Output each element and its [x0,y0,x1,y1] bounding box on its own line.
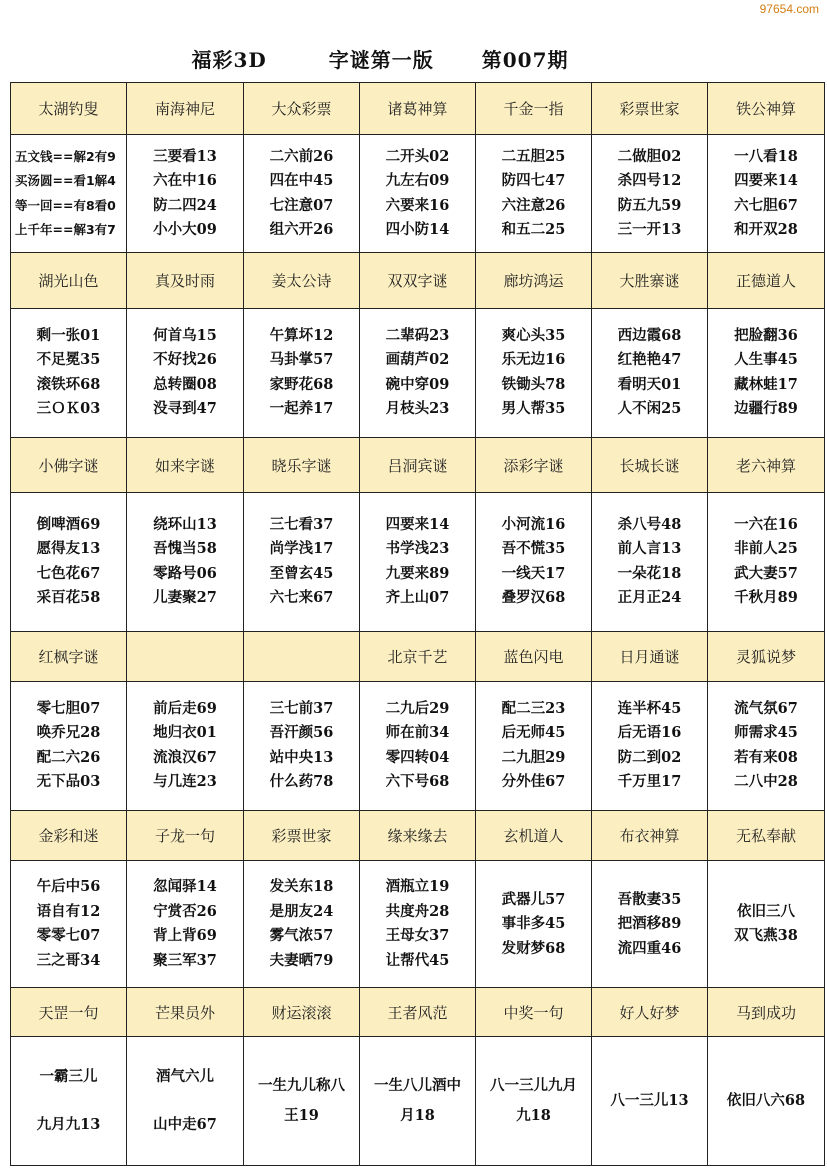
riddle-cell [244,681,360,810]
riddle-line: 连半杯45 [617,699,682,717]
riddle-line: 师需求45 [734,724,798,742]
riddle-line: 站中央13 [269,748,334,766]
riddle-line: 一起养17 [269,400,334,418]
riddle-line: 一六在16 [734,515,798,533]
riddle-row [11,135,825,253]
riddle-line: 二九后29 [385,699,450,717]
riddle-line: 六要来16 [385,196,450,214]
riddle-line: 二五胆25 [501,147,566,165]
riddle-line: 唤乔兄28 [36,724,101,742]
riddle-line: 九18 [516,1106,551,1124]
riddle-cell [244,861,360,988]
riddle-line: 什么药78 [269,773,334,791]
riddle-cell [244,308,360,437]
riddle-line: 西边霞68 [617,326,682,344]
riddle-line: 没寻到47 [153,400,217,418]
riddle-cell [360,135,476,253]
riddle-line: 午算坏12 [269,326,334,344]
riddle-cell [127,308,244,437]
riddle-line: 千秋月89 [734,589,798,607]
riddle-line: 滚铁环68 [36,375,101,393]
riddle-line: 七色花67 [36,564,101,582]
riddle-cell [360,681,476,810]
column-header: 无私奉献 [708,810,825,860]
riddle-line: 和开双28 [734,221,798,239]
riddle-line: 依旧三八 [737,902,795,920]
column-header: 红枫字谜 [11,631,127,681]
column-header: 添彩字谜 [476,437,592,492]
riddle-line: 九月九13 [36,1115,101,1133]
riddle-cell [708,493,825,631]
riddle-line: 事非多45 [501,915,566,933]
riddle-line: 上千年==解3有7 [15,222,116,238]
riddle-cell [476,1036,592,1165]
riddle-line: 碗中穿09 [385,375,450,393]
riddle-row [11,493,825,631]
riddle-line: 书学浅23 [385,540,450,558]
riddle-line: 防二到02 [617,748,682,766]
riddle-cell [244,1036,360,1165]
title-issue: 第007期 [481,48,569,72]
column-header: 南海神尼 [127,83,244,135]
riddle-cell [127,493,244,631]
riddle-line: 酒瓶立19 [385,878,450,896]
header-row [11,437,825,492]
column-header: 灵狐说梦 [708,631,825,681]
riddle-line: 六在中16 [153,172,217,190]
riddle-cell [244,493,360,631]
riddle-line: 一生九儿称八 [258,1076,345,1094]
riddle-row [11,1036,825,1165]
riddle-cell [360,308,476,437]
riddle-line: 六下号68 [385,773,450,791]
riddle-line: 马卦掌57 [269,351,334,369]
riddle-line: 配二六26 [36,748,101,766]
riddle-line: 一线天17 [501,564,566,582]
riddle-line: 流浪汉67 [153,748,217,766]
riddle-line: 流四重46 [617,939,682,957]
riddle-line: 叠罗汉68 [501,589,566,607]
riddle-cell [360,493,476,631]
riddle-cell [592,493,708,631]
riddle-line: 八一三儿九月 [490,1076,577,1094]
riddle-line: 小河流16 [501,515,566,533]
riddle-line: 零七胆07 [36,699,101,717]
column-header: 诸葛神算 [360,83,476,135]
riddle-line: 儿妻聚27 [153,589,217,607]
column-header: 玄机道人 [476,810,592,860]
column-header: 大胜寨谜 [592,253,708,308]
riddle-cell [127,1036,244,1165]
riddle-line: 王母女37 [385,927,450,945]
riddle-line: 若有来08 [734,748,798,766]
riddle-line: 夫妻晒79 [269,951,334,969]
riddle-cell [360,861,476,988]
riddle-table [10,82,825,1166]
riddle-line: 午后中56 [36,878,101,896]
riddle-line: 三要看13 [153,147,217,165]
riddle-cell [476,493,592,631]
riddle-line: 买汤圆==看1解4 [15,173,116,189]
riddle-line: 五文钱==解2有9 [15,148,116,164]
column-header: 布衣神算 [592,810,708,860]
riddle-line: 边疆行89 [734,400,798,418]
riddle-cell [360,1036,476,1165]
riddle-line: 把脸翻36 [734,326,798,344]
riddle-line: 杀八号48 [617,515,682,533]
riddle-line: 分外佳67 [501,773,566,791]
column-header: 铁公神算 [708,83,825,135]
column-header: 千金一指 [476,83,592,135]
column-header: 正德道人 [708,253,825,308]
riddle-line: 三七看37 [269,515,334,533]
riddle-line: 二开头02 [385,147,450,165]
column-header: 双双字谜 [360,253,476,308]
riddle-line: 三七前37 [269,699,334,717]
riddle-line: 王19 [284,1106,319,1124]
riddle-line: 一八看18 [734,147,798,165]
riddle-line: 齐上山07 [385,589,450,607]
column-header: 好人好梦 [592,988,708,1036]
riddle-line: 吾不慌35 [501,540,566,558]
riddle-line: 一霸三儿 [39,1067,98,1085]
riddle-cell [127,135,244,253]
riddle-line: 家野花68 [269,375,334,393]
riddle-line: 一生八儿酒中 [374,1076,461,1094]
title-brand: 福彩3D [191,48,267,72]
riddle-cell [592,861,708,988]
riddle-row [11,861,825,988]
riddle-line: 愿得友13 [36,540,101,558]
riddle-line: 二辈码23 [385,326,450,344]
header-row [11,253,825,308]
riddle-line: 不足冕35 [36,351,101,369]
riddle-line: 非前人25 [734,540,798,558]
riddle-cell [708,308,825,437]
column-header: 吕洞宾谜 [360,437,476,492]
riddle-line: 二九胆29 [501,748,566,766]
riddle-line: 看明天01 [617,375,682,393]
riddle-line: 七注意07 [269,196,334,214]
riddle-line: 等一回==有8看0 [15,197,116,213]
riddle-line: 九左右09 [385,172,450,190]
column-header: 子龙一句 [127,810,244,860]
riddle-line: 何首乌15 [153,326,217,344]
riddle-line: 绕环山13 [153,515,217,533]
riddle-line: 前后走69 [153,699,217,717]
riddle-line: 防二四24 [153,196,217,214]
column-header: 晓乐字谜 [244,437,360,492]
riddle-line: 零四转04 [385,748,450,766]
riddle-line: 后无语16 [617,724,682,742]
riddle-line: 发关东18 [269,878,334,896]
title-version: 字谜第一版 [328,48,434,72]
riddle-line: 倒啤酒69 [36,515,101,533]
header-row [11,988,825,1036]
riddle-line: 至曾玄45 [269,564,334,582]
column-header: 天罡一句 [11,988,127,1036]
riddle-line: 语自有12 [36,902,101,920]
riddle-line: 六注意26 [501,196,566,214]
riddle-line: 画葫芦02 [385,351,450,369]
column-header [244,631,360,681]
riddle-line: 发财梦68 [501,939,566,957]
page-title [0,44,760,73]
riddle-line: 零零七07 [36,927,101,945]
column-header: 日月通谜 [592,631,708,681]
riddle-line: 依旧八六68 [726,1091,806,1109]
riddle-line: 八一三儿13 [610,1091,689,1109]
riddle-line: 组六开26 [269,221,334,239]
riddle-cell [127,861,244,988]
riddle-line: 人生事45 [734,351,798,369]
riddle-line: 杀四号12 [617,172,682,190]
riddle-line: 把酒移89 [617,915,682,933]
riddle-line: 和五二25 [501,221,566,239]
riddle-line: 乐无边16 [501,351,566,369]
riddle-line: 前人言13 [617,540,682,558]
riddle-line: 四在中45 [269,172,334,190]
riddle-line: 双飞燕38 [734,927,798,945]
riddle-line: 六七来67 [269,589,334,607]
column-header: 财运滚滚 [244,988,360,1036]
riddle-cell [592,135,708,253]
riddle-line: 正月正24 [617,589,682,607]
column-header: 蓝色闪电 [476,631,592,681]
riddle-cell [708,861,825,988]
riddle-cell [708,1036,825,1165]
riddle-line: 四小防14 [385,221,450,239]
riddle-line: 共度舟28 [385,902,450,920]
riddle-line: 四要来14 [385,515,450,533]
riddle-line: 九要来89 [385,564,450,582]
riddle-line: 武器儿57 [501,890,566,908]
column-header: 老六神算 [708,437,825,492]
riddle-line: 藏林蛙17 [734,375,798,393]
riddle-line: 防四七47 [501,172,566,190]
riddle-cell [476,681,592,810]
riddle-line: 零路号06 [153,564,217,582]
site-watermark: 97654.com [759,2,819,16]
riddle-cell [11,861,127,988]
column-header [127,631,244,681]
riddle-cell [476,135,592,253]
riddle-line: 后无师45 [501,724,566,742]
column-header: 缘来缘去 [360,810,476,860]
riddle-line: 三之哥34 [36,951,101,969]
header-row [11,631,825,681]
riddle-line: 吾愧当58 [153,540,217,558]
riddle-cell [708,135,825,253]
riddle-line: 地归衣01 [153,724,217,742]
riddle-line: 六七胆67 [734,196,798,214]
column-header: 马到成功 [708,988,825,1036]
riddle-line: 四要来14 [734,172,798,190]
riddle-line: 防五九59 [617,196,682,214]
riddle-line: 小小大09 [153,221,217,239]
riddle-line: 不好找26 [153,351,217,369]
riddle-line: 配二三23 [501,699,566,717]
riddle-line: 酒气六儿 [156,1067,214,1085]
riddle-line: 二六前26 [269,147,334,165]
riddle-line: 采百花58 [36,589,101,607]
column-header: 北京千艺 [360,631,476,681]
riddle-line: 忽闻驿14 [153,878,217,896]
riddle-cell [592,1036,708,1165]
riddle-line: 与几连23 [153,773,217,791]
riddle-line: 无下品03 [36,773,101,791]
riddle-cell [244,135,360,253]
riddle-line: 人不闲25 [617,400,682,418]
riddle-line: 月18 [400,1106,435,1124]
riddle-cell [592,681,708,810]
column-header: 王者风范 [360,988,476,1036]
riddle-line: 雾气浓57 [269,927,334,945]
riddle-line: 背上背69 [153,927,217,945]
column-header: 真及时雨 [127,253,244,308]
column-header: 姜太公诗 [244,253,360,308]
column-header: 长城长谜 [592,437,708,492]
riddle-line: 一朵花18 [617,564,682,582]
riddle-line: 宁赏否26 [153,902,217,920]
riddle-line: 流气氛67 [734,699,798,717]
riddle-row [11,681,825,810]
riddle-cell [11,308,127,437]
riddle-cell [11,681,127,810]
riddle-line: 三ＯＫ03 [36,400,101,418]
column-header: 金彩和迷 [11,810,127,860]
riddle-row [11,308,825,437]
riddle-line: 聚三军37 [153,951,217,969]
riddle-line: 师在前34 [385,724,450,742]
riddle-line: 让帮代45 [385,951,450,969]
riddle-line: 月枝头23 [385,400,450,418]
riddle-cell [476,861,592,988]
riddle-line: 是朋友24 [269,902,334,920]
riddle-cell [708,681,825,810]
riddle-cell [127,681,244,810]
riddle-line: 爽心头35 [501,326,566,344]
column-header: 大众彩票 [244,83,360,135]
column-header: 如来字谜 [127,437,244,492]
riddle-line: 山中走67 [153,1115,217,1133]
column-header: 芒果员外 [127,988,244,1036]
riddle-line: 尚学浅17 [269,540,334,558]
riddle-line: 总转圈08 [153,375,217,393]
riddle-line: 剩一张01 [36,326,101,344]
riddle-line: 铁锄头78 [501,375,566,393]
riddle-line: 三一开13 [617,221,682,239]
riddle-cell [11,135,127,253]
column-header: 中奖一句 [476,988,592,1036]
riddle-line: 二做胆02 [617,147,682,165]
column-header: 彩票世家 [592,83,708,135]
column-header: 彩票世家 [244,810,360,860]
header-row [11,810,825,860]
riddle-line: 男人帮35 [501,400,566,418]
column-header: 小佛字谜 [11,437,127,492]
riddle-cell [11,493,127,631]
riddle-line: 红艳艳47 [617,351,682,369]
riddle-line: 吾汗颜56 [269,724,334,742]
riddle-line: 千万里17 [617,773,682,791]
riddle-line: 吾散妻35 [617,890,682,908]
riddle-line: 武大妻57 [734,564,798,582]
column-header: 太湖钓叟 [11,83,127,135]
riddle-line: 二八中28 [734,773,798,791]
column-header: 廊坊鸿运 [476,253,592,308]
riddle-cell [11,1036,127,1165]
riddle-cell [592,308,708,437]
column-header: 湖光山色 [11,253,127,308]
riddle-cell [476,308,592,437]
header-row [11,83,825,135]
